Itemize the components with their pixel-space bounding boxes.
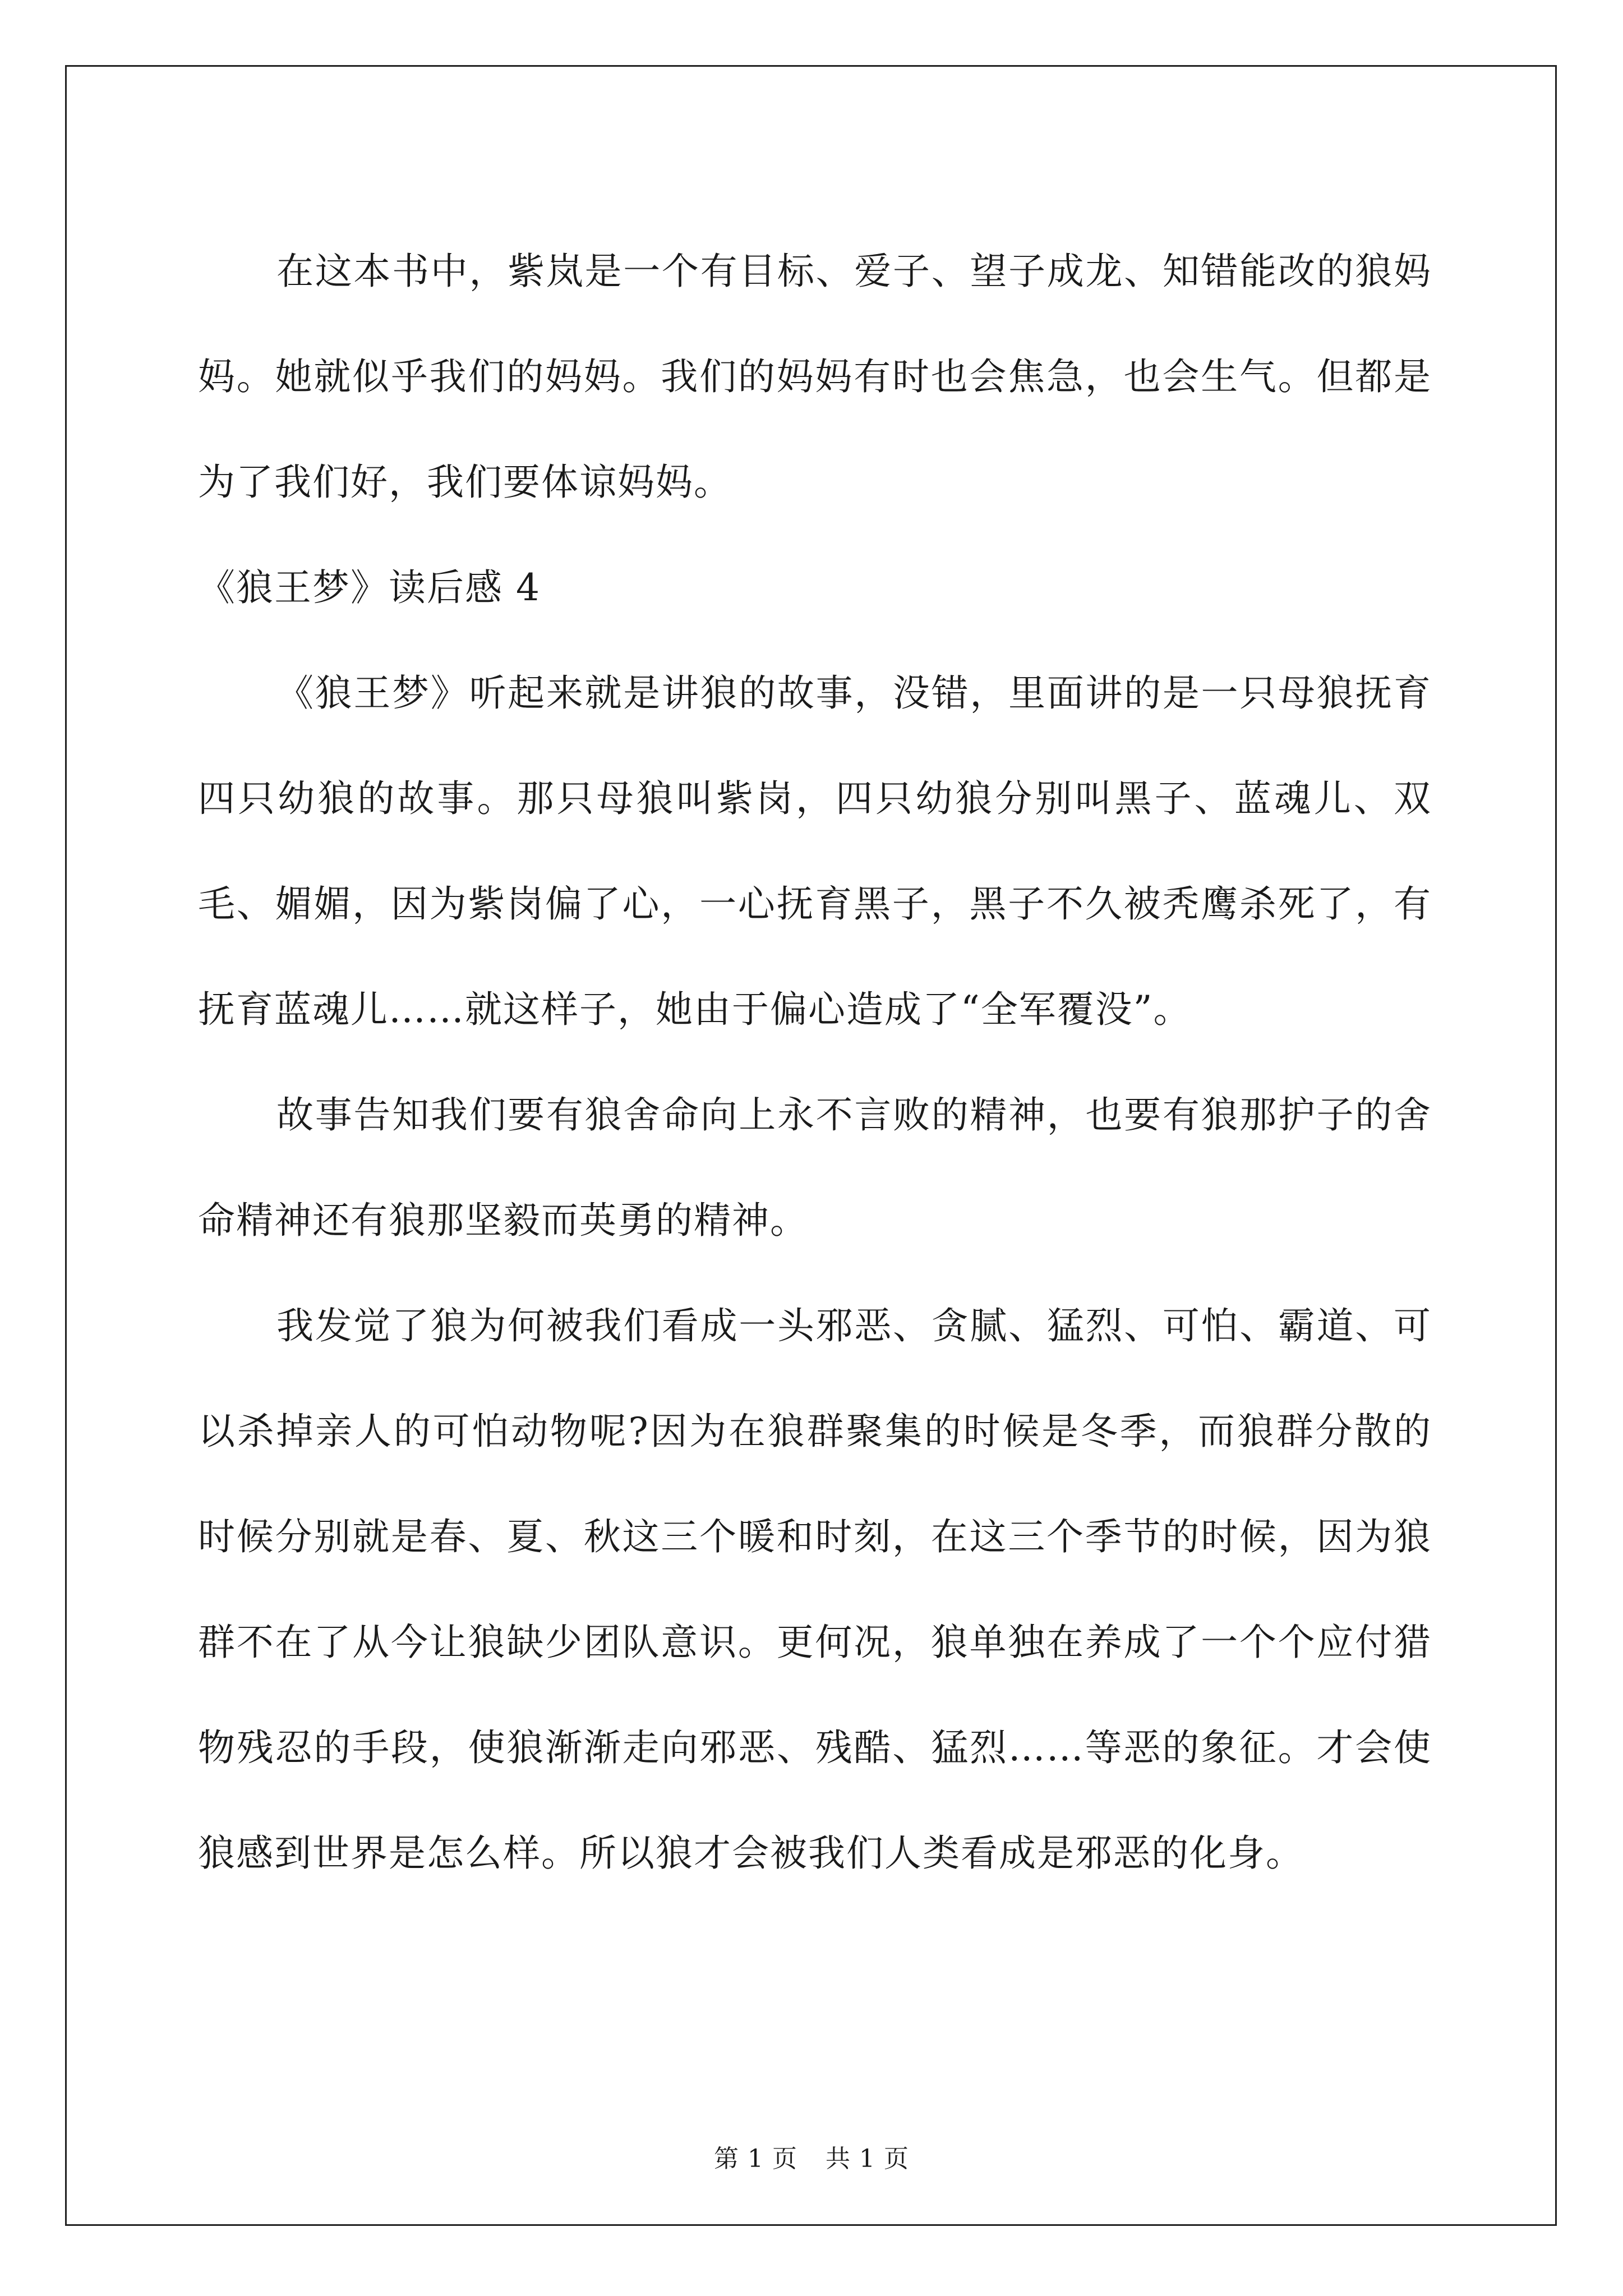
paragraph-1: 在这本书中，紫岚是一个有目标、爱子、望子成龙、知错能改的狼妈妈。她就似乎我们的妈妈。我们的妈妈有时也会焦急，也会生气。但都是为了我们好，我们要体谅妈妈。 — [198, 250, 1432, 504]
section-heading: 《狼王梦》读后感 4 — [198, 566, 541, 609]
paragraph-3: 故事告知我们要有狼舍命向上永不言败的精神，也要有狼那护子的舍命精神还有狼那坚毅而英勇的精神。 — [198, 1093, 1432, 1242]
paragraph-4: 我发觉了狼为何被我们看成一头邪恶、贪腻、猛烈、可怕、霸道、可以杀掉亲人的可怕动物呢?因为在狼群聚集的时候是冬季，而狼群分散的时候分别就是春、夏、秋这三个暖和时刻，在这三个季节的时候，因为狼群不在了从今让狼缺少团队意识。更何况，狼单独在养成了一个个应付猎物残忍的手段，使狼渐渐走向邪恶、残酷、猛烈……等恶的象征。才会使狼感到世界是怎么样。所以狼才会被我们人类看成是邪恶的化身。 — [198, 1304, 1432, 1875]
page-number-total: 共 1 页 — [826, 2145, 909, 2173]
paragraph-2: 《狼王梦》听起来就是讲狼的故事，没错，里面讲的是一只母狼抚育四只幼狼的故事。那只母狼叫紫岗，四只幼狼分别叫黑子、蓝魂儿、双毛、媚媚，因为紫岗偏了心，一心抚育黑子，黑子不久被秃鹰杀死了，有抚育蓝魂儿……就这样子，她由于偏心造成了“全军覆没”。 — [198, 671, 1432, 1031]
page-footer — [0, 2138, 1623, 2174]
page-number-current: 第 1 页 — [714, 2145, 797, 2173]
document-body — [198, 219, 1432, 1906]
